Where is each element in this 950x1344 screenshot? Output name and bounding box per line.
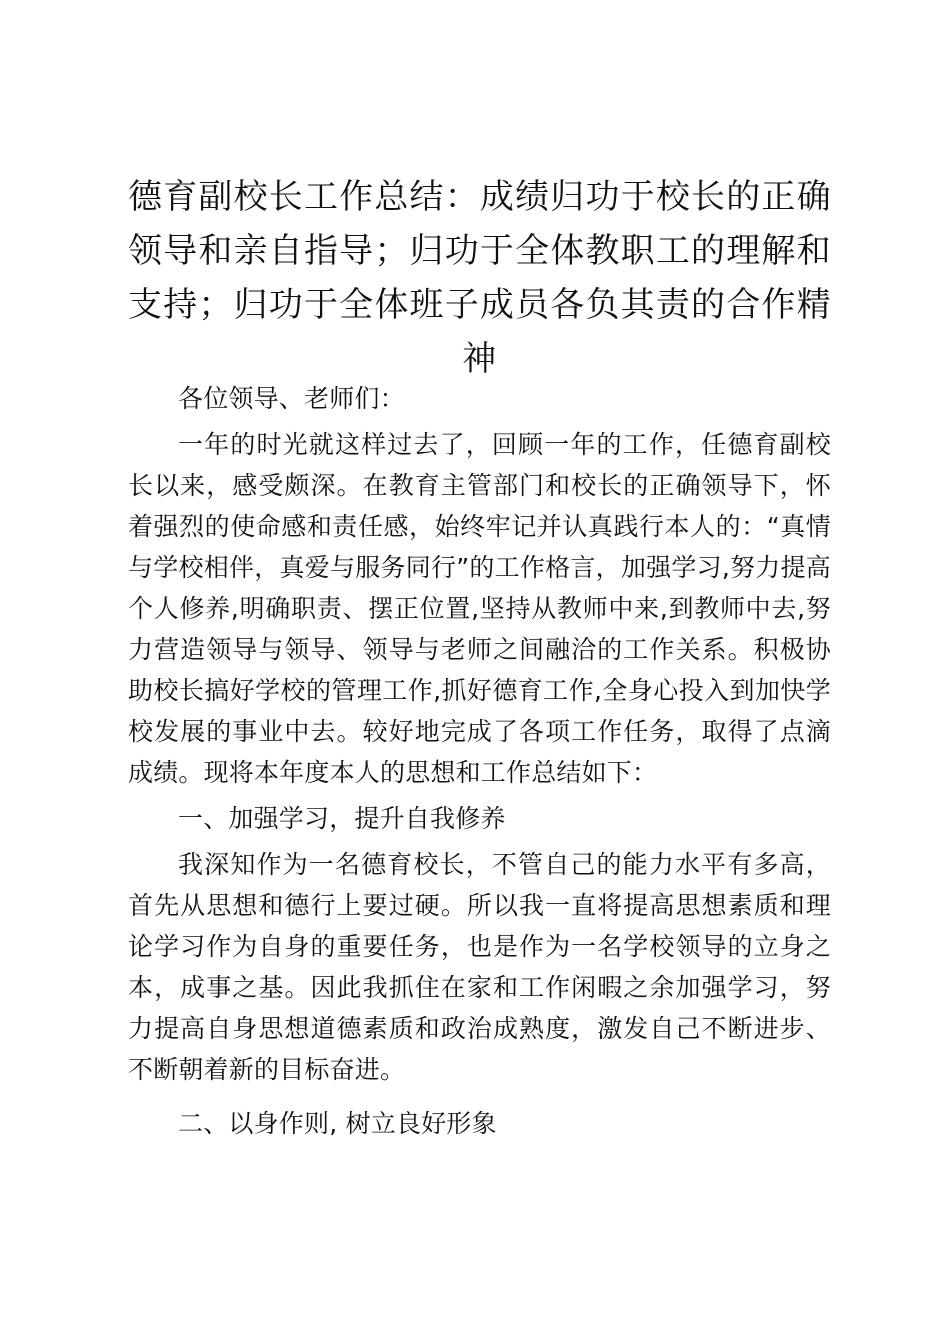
section-heading-2: 二、以身作则, 树立良好形象: [178, 1109, 497, 1138]
section-heading-1: 一、加强学习，提升自我修养: [178, 804, 506, 833]
document-body: [128, 378, 831, 1144]
salutation: 各位领导、老师们：: [178, 384, 405, 413]
intro-paragraph: 一年的时光就这样过去了，回顾一年的工作，任德育副校长以来，感受颇深。在教育主管部门和校长的正确领导下，怀着强烈的使命感和责任感，始终牢记并认真践行本人的：“真情与学校相伴，真爱与服务同行”的工作格言，加强学习,努力提高个人修养,明确职责、摆正位置,坚持从教师中来,到教师中去,努力营造领导与领导、领导与老师之间融洽的工作关系。积极协助校长搞好学校的管理工作,抓好德育工作,全身心投入到加快学校发展的事业中去。较好地完成了各项工作任务，取得了点滴成绩。现将本年度本人的思想和工作总结如下：: [128, 430, 831, 787]
document-title: 德育副校长工作总结：成绩归功于校长的正确领导和亲自指导；归功于全体教职工的理解和支持；归功于全体班子成员各负其责的合作精神: [128, 177, 831, 379]
section-1-paragraph: 我深知作为一名德育校长，不管自己的能力水平有多高，首先从思想和德行上要过硬。所以我一直将提高思想素质和理论学习作为自身的重要任务，也是作为一名学校领导的立身之本，成事之基。因此我抓住在家和工作闲暇之余加强学习，努力提高自身思想道德素质和政治成熟度，激发自己不断进步、不断朝着新的目标奋进。: [128, 850, 831, 1084]
